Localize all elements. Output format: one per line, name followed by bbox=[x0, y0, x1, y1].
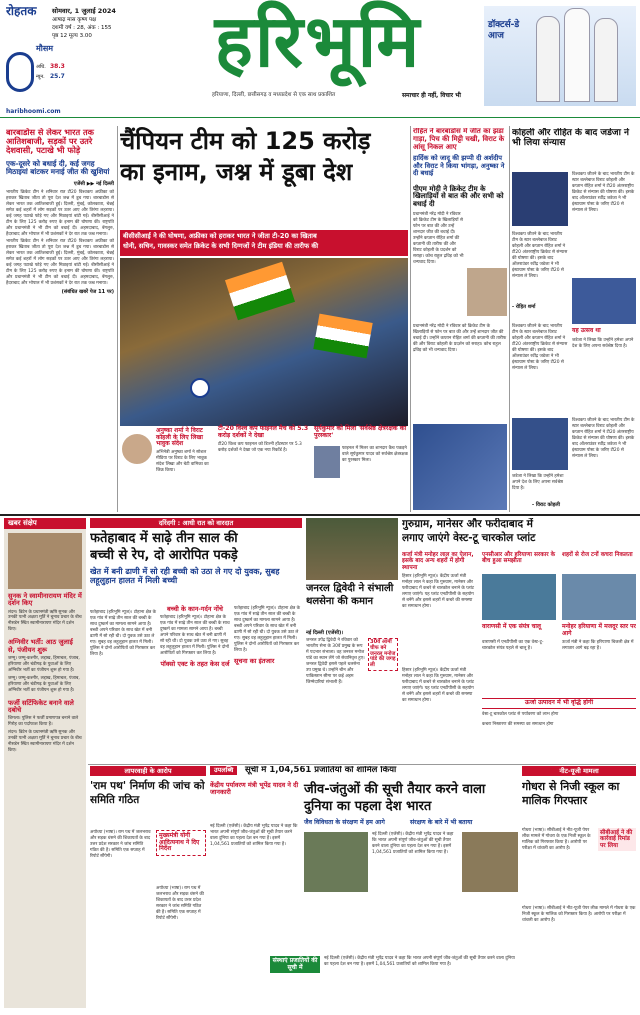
neet-body-2: गोधरा (भाषा)। सीबीआई ने नीट-यूजी पेपर लीक मामले में गोधरा के एक निजी स्कूल के मालिक को गिरफ्तार किया है। आरोपी पर परीक्षा में धांधली का आरोप है। bbox=[522, 906, 636, 923]
jadeja-body-3: विश्वकप जीतने के बाद भारतीय टीम के स्टार बल्लेबाज विराट कोहली और कप्तान रोहित शर्मा ने टी20 अंतरराष्ट्रीय क्रिकेट से संन्यास की घोषणा की। इसके बाद ऑलराउंडर रवींद्र जडेजा ने भी इंस्टाग्राम पोस्ट के जरिए टी20 से संन्यास ले लिया। bbox=[572, 418, 635, 459]
surya-photo bbox=[314, 446, 340, 478]
lead-subhead-2: धोनी, सचिन, गावस्कर समेत क्रिकेट के सभी दिग्गजों ने टीम इंडिया की तारीफ की bbox=[123, 242, 319, 251]
kohli-quote: विश्वकप जीतने के बाद भारतीय टीम के स्टार बल्लेबाज विराट कोहली और कप्तान रोहित शर्मा ने टी20 अंतरराष्ट्रीय क्रिकेट से संन्यास की घोषणा की। इसके बाद ऑलराउंडर रवींद्र जडेजा ने भी इंस्टाग्राम पोस्ट के जरिए टी20 से संन्यास ले लिया। bbox=[512, 232, 568, 279]
team-photo bbox=[413, 424, 507, 510]
anushka-photo bbox=[120, 432, 154, 466]
flag-icon-2 bbox=[313, 314, 372, 359]
brief-3-body-2: लंदन। ब्रिटेन के प्रधानमंत्री ऋषि सुनक और उनकी पत्नी अक्षता मूर्ति ने चुनाव प्रचार के बीच नीसडेन स्थित स्वामीनारायण मंदिर में दर्शन किए। bbox=[8, 730, 82, 754]
meta-line-1: आषाढ़ मास कृष्ण पक्ष bbox=[52, 17, 97, 23]
army-story bbox=[306, 518, 398, 762]
min-temp: 25.7 bbox=[50, 73, 65, 80]
ram-body: अयोध्या (भाषा)। राम पथ में जलभराव और सड़क धंसने की शिकायतों के बाद उत्तर प्रदेश सरकार ने जांच समिति गठित की है। समिति एक सप्ताह में रिपोर्ट सौंपेगी। bbox=[90, 830, 151, 859]
neet-story bbox=[522, 766, 636, 1010]
bio-kicker: केंद्रीय पर्यावरण मंत्री भूपेंद्र यादव ने दी जानकारी bbox=[210, 781, 299, 797]
col-divider-3 bbox=[509, 126, 510, 512]
col-divider-1 bbox=[117, 126, 118, 512]
plant-photo-2 bbox=[562, 574, 636, 620]
plant-headline-1: गुरुग्राम, मानेसर और फरीदाबाद में bbox=[402, 518, 533, 530]
doctor-figure-2 bbox=[564, 8, 590, 102]
rohit-photo bbox=[572, 278, 636, 324]
brief-3-headline: फर्जी सर्टिफिकेट बनाने वाले दबोचे bbox=[8, 698, 74, 714]
plant-story bbox=[402, 518, 636, 762]
lead-subhead-band bbox=[120, 230, 408, 256]
brief-3-body: शिमला। पुलिस ने फर्जी प्रमाणपत्र बनाने वाले गिरोह का पर्दाफाश किया है। bbox=[8, 716, 79, 728]
bio-sub-1: जैव विविधता के संरक्षण में हम आगे bbox=[304, 819, 385, 826]
bio-body-3: नई दिल्ली (एजेंसी)। केंद्रीय मंत्री भूपेंद्र यादव ने कहा कि भारत अपनी संपूर्ण जीव-जंतुओं की सूची तैयार करने वाला दुनिया का पहला देश बन गया है। इसमें 1,04,561 प्रजातियों को शामिल किया गया है। bbox=[324, 956, 515, 967]
t20-headline: टी-20 विश्व कप फाइनल मैच को 5.3 करोड़ दर्शकों ने देखा bbox=[218, 425, 309, 439]
neet-body: गोधरा (भाषा)। सीबीआई ने नीट-यूजी पेपर लीक मामले में गोधरा के एक निजी स्कूल के मालिक को गिरफ्तार किया है। आरोपी पर परीक्षा में धांधली का आरोप है। bbox=[522, 828, 591, 851]
neet-callout: सीबीआई ने की कार्रवाई रिमांड पर लिया bbox=[598, 828, 636, 851]
pm-headline: पीएम मोदी ने क्रिकेट टीम के खिलाड़ियों से बात की और सभी को बधाई दी bbox=[413, 184, 504, 209]
lead-subhead: बीसीसीआई ने की घोषणा, अफ्रीका को हराकर भारत ने जीता टी-20 का खिताब bbox=[123, 232, 317, 240]
rohit-subhead: हार्दिक को जादू की झप्पी दी अर्शदीप और विराट ने किया भांगड़ा, अनुष्का ने दी बधाई bbox=[413, 154, 505, 178]
kohli-quote-name: - विराट कोहली bbox=[532, 502, 560, 508]
crime-story bbox=[90, 518, 302, 762]
brief-2-body: जम्मू। जम्मू-कश्मीर, लद्दाख, हिमाचल, पंजाब, हरियाणा और चंडीगढ़ के युवाओं के लिए अग्निवीर भर्ती का पंजीयन शुरू हो गया है। bbox=[8, 656, 80, 673]
ad-title: डॉक्टर्स-डे आज bbox=[488, 20, 520, 41]
crime-body-2: फतेहाबाद (हरिभूमि न्यूज)। टोहाना क्षेत्र के एक गांव में साढ़े तीन साल की बच्ची के साथ दुष्कर्म का मामला सामने आया है। बच्ची अपने परिवार के साथ खेत में बनी ढाणी में सो रही थी। दो युवक उसे उठा ले गए। सुबह वह लहूलुहान हालत में मिली। पुलिस ने दोनों आरोपितों को गिरफ्तार कर लिया है। bbox=[234, 606, 300, 653]
stethoscope-icon bbox=[6, 52, 34, 92]
bio-headline: जीव-जंतुओं की सूची तैयार करने वाला दुनिया का पहला देश भारत bbox=[304, 782, 486, 814]
lead-headline-2: का इनाम, जश्न में डूबा देश bbox=[120, 158, 353, 187]
left-subhead: एक-दूसरे को बधाई दी, कई जगह मिठाइयां बांटकर मनाई जीत की खुशियां bbox=[6, 158, 110, 176]
jadeja-story bbox=[512, 128, 636, 512]
bird-photo bbox=[304, 832, 368, 892]
crime-box3-headline: सूचना का इंतजार bbox=[234, 656, 275, 665]
crime-body: फतेहाबाद (हरिभूमि न्यूज)। टोहाना क्षेत्र के एक गांव में साढ़े तीन साल की बच्ची के साथ दुष्कर्म का मामला सामने आया है। बच्ची अपने परिवार के साथ खेत में बनी ढाणी में सो रही थी। दो युवक उसे उठा ले गए। सुबह वह लहूलुहान हालत में मिली। पुलिस ने दोनों आरोपितों को गिरफ्तार कर लिया है। bbox=[90, 610, 156, 657]
anushka-inset bbox=[120, 426, 216, 510]
pm-body: प्रधानमंत्री नरेंद्र मोदी ने रविवार को क्रिकेट टीम के खिलाड़ियों से फोन पर बात की और उन्हें शानदार जीत की बधाई दी। उन्होंने कप्तान रोहित शर्मा की कप्तानी की तारीफ की और विराट कोहली के प्रदर्शन को सराहा। कोच राहुल द्रविड़ को भी धन्यवाद दिया। bbox=[413, 212, 464, 265]
army-headline: जनरल द्विवेदी ने संभाली थलसेना की कमान bbox=[306, 583, 394, 607]
crime-box bbox=[160, 606, 230, 760]
fold-rule bbox=[0, 514, 640, 516]
left-body: भारतीय क्रिकेट टीम ने शनिवार रात टी20 विश्वकप अफ्रीका को हराकर खिताब जीता तो पूरा देश जश्न में डूब गया। बारबाडोस से लेकर भारत तक आतिशबाजी हुई। दिल्ली, मुंबई, कोलकाता, चेन्नई समेत कई शहरों में लोग सड़कों पर उतर आए और तिरंगा लहराया। कई जगह पटाखे फोड़े गए और मिठाइयां बांटी गईं। बीसीसीआई ने टीम के लिए 125 करोड़ रुपए के इनाम की घोषणा की। राष्ट्रपति और प्रधानमंत्री ने भी टीम को बधाई दी। अहमदाबाद, बेंगलुरु, हैदराबाद और भोपाल में भी प्रशंसकों ने देर रात तक जश्न मनाया। bbox=[6, 189, 114, 237]
t20-body: टी20 विश्व कप फाइनल को डिज्नी हॉटस्टार पर 5.3 करोड़ दर्शकों ने देखा जो एक नया रिकॉर्ड है। bbox=[218, 441, 302, 453]
min-label: न्यून. bbox=[36, 74, 45, 80]
army-photo bbox=[306, 518, 398, 580]
plant-box1-headline: वाराणसी में एक संयंत्र चालू bbox=[482, 623, 541, 630]
jadeja-body-2: जडेजा ने लिखा कि उन्होंने हमेशा अपने देश के लिए अपना सर्वश्रेष्ठ दिया है। bbox=[512, 474, 564, 491]
meta-line-2: दशमी वर्ष : 28, अंक : 155 bbox=[52, 25, 112, 31]
bottom-rule bbox=[88, 764, 636, 765]
kohli-quote-2: विश्वकप जीतने के बाद भारतीय टीम के स्टार बल्लेबाज विराट कोहली और कप्तान रोहित शर्मा ने टी20 अंतरराष्ट्रीय क्रिकेट से संन्यास की घोषणा की। इसके बाद ऑलराउंडर रवींद्र जडेजा ने भी इंस्टाग्राम पोस्ट के जरिए टी20 से संन्यास ले लिया। bbox=[512, 324, 568, 371]
brief-1-body: लंदन। ब्रिटेन के प्रधानमंत्री ऋषि सुनक और उनकी पत्नी अक्षता मूर्ति ने चुनाव प्रचार के बीच नीसडेन स्थित स्वामीनारायण मंदिर में दर्शन किए। bbox=[8, 609, 82, 633]
modi-photo bbox=[467, 268, 507, 316]
weather-label: मौसम bbox=[36, 44, 54, 53]
ashoka-chakra-icon bbox=[190, 378, 210, 398]
ram-body-2: अयोध्या (भाषा)। राम पथ में जलभराव और सड़क धंसने की शिकायतों के बाद उत्तर प्रदेश सरकार ने जांच समिति गठित की है। समिति एक सप्ताह में रिपोर्ट सौंपेगी। bbox=[156, 886, 204, 921]
brief-2-body-2: जम्मू। जम्मू-कश्मीर, लद्दाख, हिमाचल, पंजाब, हरियाणा और चंडीगढ़ के युवाओं के लिए अग्निवीर भर्ती का पंजीयन शुरू हो गया है। bbox=[8, 675, 80, 693]
left-more-link[interactable]: (संबंधित खबरें पेज 11 पर) bbox=[61, 288, 114, 295]
crime-subhead: खेत में बनी ढाणी में सो रही बच्ची को उठा ले गए दो युवक, सुबह लहूलुहान हालत में मिली बच्ची bbox=[90, 566, 280, 585]
brief-2-headline: अग्निवीर भर्ती: आठ जुलाई से, पंजीयन शुरू bbox=[8, 638, 73, 654]
brief-1-headline: सुनक ने स्वामीनारायण मंदिर में दर्शन किए bbox=[8, 591, 82, 608]
jadeja-headline: कोहली और रोहित के बाद जडेजा ने भी लिया संन्यास bbox=[512, 128, 630, 149]
crime-box-headline: बच्ची के कान-गर्दन नोंचे bbox=[167, 605, 223, 613]
plant-sub-2: एनसीआर और हरियाणा सरकार के बीच हुआ समझौता bbox=[482, 552, 556, 565]
left-body-2: भारतीय क्रिकेट टीम ने शनिवार रात टी20 विश्वकप अफ्रीका को हराकर खिताब जीता तो पूरा देश जश्न में डूब गया। बारबाडोस से लेकर भारत तक आतिशबाजी हुई। दिल्ली, मुंबई, कोलकाता, चेन्नई समेत कई शहरों में लोग सड़कों पर उतर आए और तिरंगा लहराया। कई जगह पटाखे फोड़े गए और मिठाइयां बांटी गईं। बीसीसीआई ने टीम के लिए 125 करोड़ रुपए के इनाम की घोषणा की। राष्ट्रपति और प्रधानमंत्री ने भी टीम को बधाई दी। अहमदाबाद, बेंगलुरु, हैदराबाद और भोपाल में भी प्रशंसकों ने देर रात तक जश्न मनाया। bbox=[6, 239, 114, 286]
max-temp: 38.3 bbox=[50, 63, 65, 70]
plant-body-2: हिसार (हरिभूमि न्यूज)। केंद्रीय ऊर्जा मंत्री मनोहर लाल ने कहा कि गुरुग्राम, मानेसर और फरीदाबाद में कचरे से चारकोल बनाने के प्लांट लगाए जाएंगे। यह प्लांट एनटीपीसी के सहयोग से बनेंगे और इससे शहरों में कचरे की समस्या का समाधान होगा। bbox=[402, 668, 474, 703]
anushka-body: अभिनेत्री अनुष्का शर्मा ने सोशल मीडिया पर विराट के लिए भावुक संदेश लिखा और बेटी वामिका का जिक्र किया। bbox=[156, 450, 209, 473]
neet-label: नीट-यूजी मामला bbox=[522, 766, 636, 776]
weather-box bbox=[36, 44, 96, 98]
plant-bullet-2: कचरा निस्तारण की समस्या का समाधान होगा bbox=[482, 722, 554, 727]
sunak-photo bbox=[8, 533, 82, 589]
briefs-label: खबर संक्षेप bbox=[4, 518, 86, 529]
plant-box2-headline: मनोहर हरियाणा में मजदूर स्तर पर आगे bbox=[562, 623, 636, 637]
army-dateline: नई दिल्ली (एजेंसी)। bbox=[306, 630, 344, 636]
bio-sub-2: संरक्षण के बारे में भी बताया bbox=[410, 819, 473, 826]
crime-box2-headline: पॉक्सो एक्ट के तहत केस दर्ज bbox=[160, 659, 230, 668]
website[interactable]: haribhoomi.com bbox=[6, 108, 61, 115]
plant-highlight: ऊर्जा उत्पादन में भी वृद्धि होगी bbox=[482, 698, 636, 709]
army-body: जनरल उपेंद्र द्विवेदी ने रविवार को भारतीय सेना के 30वें प्रमुख के रूप में पदभार संभाला। वह जनरल मनोज पांडे का स्थान लेंगे जो सेवानिवृत्त हुए। जनरल द्विवेदी इससे पहले थलसेना उप प्रमुख थे। उन्होंने चीन और पाकिस्तान सीमा पर कई अहम जिम्मेदारियां संभाली हैं। bbox=[306, 638, 365, 685]
max-label: अधि. bbox=[36, 64, 46, 70]
biodiversity-story bbox=[210, 766, 518, 1010]
meta-line-3: पृष्ठ 12 मूल्य 3.00 bbox=[52, 33, 92, 39]
surya-story bbox=[314, 426, 408, 510]
plant-sub-1: कर्जा मंत्री मनोहर लाल का ऐलान, इसके बाद अन्य शहरों में होगी स्थापना bbox=[402, 552, 474, 571]
edition-date: सोमवार, 1 जुलाई 2024 bbox=[52, 7, 116, 15]
ram-path-story bbox=[90, 766, 206, 1010]
neet-headline: गोधरा से निजी स्कूल का मालिक गिरफ्तार bbox=[522, 780, 620, 808]
briefs-sidebar bbox=[4, 518, 86, 1008]
city-name: रोहतक bbox=[6, 4, 37, 18]
plant-sub-3: शहरों से रोज टनों कचरा निकलता bbox=[562, 552, 633, 558]
mini-headline: यह उत्सव था bbox=[572, 327, 601, 334]
t20-viewers-story bbox=[218, 426, 310, 510]
bio-label: उपलब्धि bbox=[210, 766, 237, 775]
flag-icon bbox=[225, 262, 295, 320]
plant-headline-2: लगाए जाएंगे वेस्ट-टू चारकोल प्लांट bbox=[402, 531, 536, 544]
left-headline: बारबाडोस से लेकर भारत तक आतिशबाजी, सड़कों पर उतरे देशवासी, पटाखे भी फोड़े bbox=[6, 128, 94, 156]
plant-photo-1 bbox=[482, 574, 556, 620]
surya-body: फाइनल में मिलर का शानदार कैच पकड़ने वाले सूर्यकुमार यादव को सर्वश्रेष्ठ क्षेत्ररक्षक का पुरस्कार मिला। bbox=[342, 446, 408, 463]
masthead-info bbox=[6, 4, 156, 104]
bio-label-headline: सूची में 1,04,561 प्रजातियों को शामिल किया bbox=[244, 766, 397, 775]
left-dateline: एजेंसी ▶▶ नई दिल्ली bbox=[73, 180, 114, 187]
surya-headline: सूर्यकुमार को मिला 'सर्वश्रेष्ठ क्षेत्ररक्षक का पुरस्कार' bbox=[314, 425, 407, 439]
anushka-headline: अनुष्का शर्मा ने विराट कोहली के लिए लिखा भावुक संदेश bbox=[156, 427, 203, 448]
bio-callout: संस्थाएं प्रजातियों की सूची में bbox=[270, 956, 320, 973]
masthead-rule bbox=[0, 117, 640, 118]
lead-headline-1: चैंपियन टीम को 125 करोड़ bbox=[120, 127, 371, 155]
col-divider-2 bbox=[410, 126, 411, 512]
mini-body: जडेजा ने लिखा कि उन्होंने हमेशा अपने देश के लिए अपना सर्वश्रेष्ठ दिया है। bbox=[572, 338, 634, 349]
pm-body-2: प्रधानमंत्री नरेंद्र मोदी ने रविवार को क्रिकेट टीम के खिलाड़ियों से फोन पर बात की और उन्हें शानदार जीत की बधाई दी। उन्होंने कप्तान रोहित शर्मा की कप्तानी की तारीफ की और विराट कोहली के प्रदर्शन को सराहा। कोच राहुल द्रविड़ को भी धन्यवाद दिया। bbox=[413, 324, 507, 353]
plant-bullet-1: वेस्ट-टू चारकोल प्लांट से पर्यावरण को लाभ होगा bbox=[482, 712, 559, 717]
ram-callout: मुख्यमंत्री योगी आदित्यनाथ ने दिए निर्देश bbox=[156, 830, 206, 856]
bio-body: नई दिल्ली (एजेंसी)। केंद्रीय मंत्री भूपेंद्र यादव ने कहा कि भारत अपनी संपूर्ण जीव-जंतुओं की सूची तैयार करने वाला दुनिया का पहला देश बन गया है। इसमें 1,04,561 प्रजातियों को शामिल किया गया है। bbox=[210, 824, 298, 847]
ram-label: लापरवाही के आरोप bbox=[90, 766, 206, 776]
doctors-day-ad bbox=[484, 6, 636, 106]
plant-box2-body: ऊर्जा मंत्री ने कहा कि हरियाणा बिजली क्षेत्र में लगातार आगे बढ़ रहा है। bbox=[562, 640, 634, 651]
crime-headline-1: फतेहाबाद में साढ़े तीन साल की bbox=[90, 531, 238, 547]
left-column-story bbox=[6, 128, 114, 510]
plant-box1-body: वाराणसी में एनटीपीसी का एक वेस्ट-टू-चारकोल संयंत्र पहले से चालू है। bbox=[482, 640, 544, 651]
bio-body-2: नई दिल्ली (एजेंसी)। केंद्रीय मंत्री भूपेंद्र यादव ने कहा कि भारत अपनी संपूर्ण जीव-जंतुओं की सूची तैयार करने वाला दुनिया का पहला देश बन गया है। इसमें 1,04,561 प्रजातियों को शामिल किया गया है। bbox=[372, 832, 454, 855]
ram-headline: 'राम पथ' निर्माण की जांच को समिति गठित bbox=[90, 780, 205, 806]
jadeja-photo bbox=[512, 418, 568, 470]
jadeja-body: विश्वकप जीतने के बाद भारतीय टीम के स्टार बल्लेबाज विराट कोहली और कप्तान रोहित शर्मा ने टी20 अंतरराष्ट्रीय क्रिकेट से संन्यास की घोषणा की। इसके बाद ऑलराउंडर रवींद्र जडेजा ने भी इंस्टाग्राम पोस्ट के जरिए टी20 से संन्यास ले लिया। bbox=[572, 172, 635, 213]
army-note: 30वें आर्मी चीफ बने जनरल मनोज पांडे की जगह ली bbox=[368, 638, 398, 671]
crime-headline-2: बच्ची से रेप, दो आरोपित पकड़े bbox=[90, 548, 238, 564]
masthead-tagline: हरियाणा, दिल्ली, छत्तीसगढ़ व मध्यप्रदेश से एक साथ प्रकाशित bbox=[212, 92, 336, 98]
rohit-headline: रोहित ने बारबाडोस में जीत का झंडा गाड़ा, पिच की मिट्टी चखी, विराट के आंसू निकल आए bbox=[413, 128, 505, 151]
masthead-slogan: समाचार ही नहीं, विचार भी bbox=[402, 92, 461, 99]
masthead bbox=[0, 0, 640, 118]
crime-box-body: फतेहाबाद (हरिभूमि न्यूज)। टोहाना क्षेत्र के एक गांव में साढ़े तीन साल की बच्ची के साथ दुष्कर्म का मामला सामने आया है। बच्ची अपने परिवार के साथ खेत में बनी ढाणी में सो रही थी। दो युवक उसे उठा ले गए। सुबह वह लहूलुहान हालत में मिली। पुलिस ने दोनों आरोपितों को गिरफ्तार कर लिया है। bbox=[160, 615, 230, 656]
celebration-photo bbox=[120, 258, 408, 426]
rohit-quote-name: - रोहित शर्मा bbox=[512, 304, 536, 310]
lead-story bbox=[120, 126, 408, 512]
rohit-story bbox=[413, 128, 507, 512]
animal-photo bbox=[462, 832, 518, 892]
plant-body: हिसार (हरिभूमि न्यूज)। केंद्रीय ऊर्जा मंत्री मनोहर लाल ने कहा कि गुरुग्राम, मानेसर और फरीदाबाद में कचरे से चारकोल बनाने के प्लांट लगाए जाएंगे। यह प्लांट एनटीपीसी के सहयोग से बनेंगे और इससे शहरों में कचरे की समस्या का समाधान होगा। bbox=[402, 574, 474, 609]
bio-label-row bbox=[210, 766, 518, 778]
doctor-figure-3 bbox=[594, 18, 618, 102]
crime-label: दरिंदगी : आधी रात को वारदात bbox=[90, 518, 302, 528]
masthead-logo: हरिभूमि bbox=[214, 0, 422, 83]
kohli-photo bbox=[512, 172, 568, 226]
crime-box-2 bbox=[234, 606, 302, 760]
doctor-figure-1 bbox=[536, 16, 560, 102]
